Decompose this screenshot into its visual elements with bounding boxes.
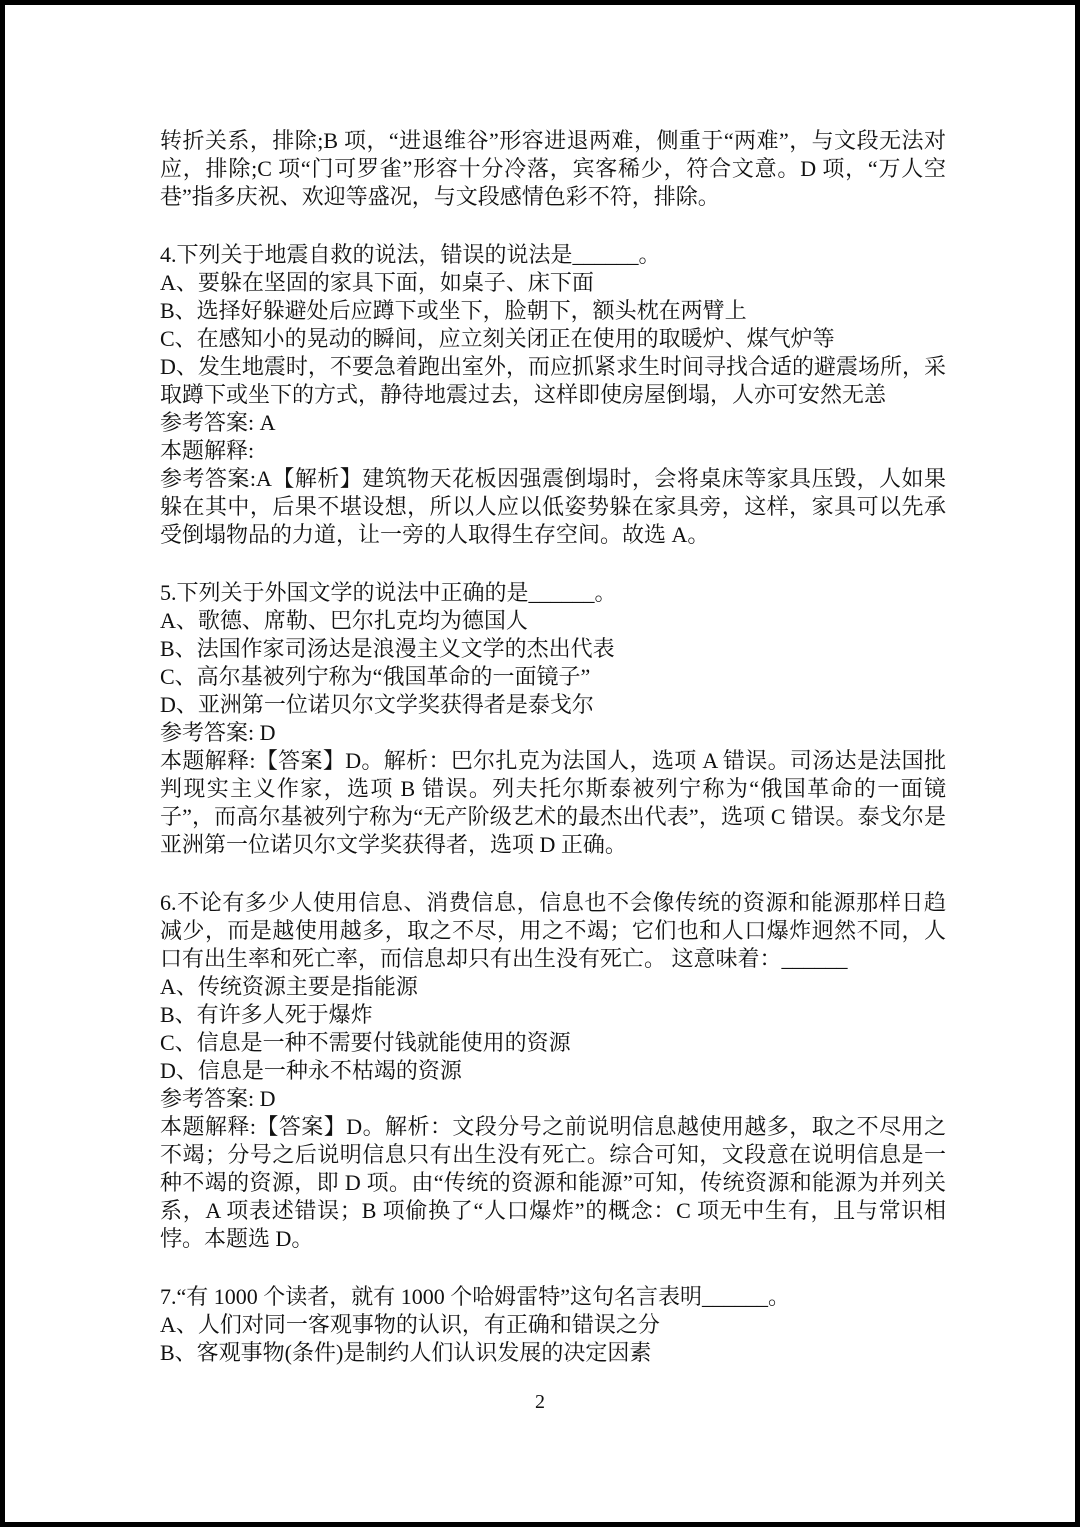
question-5	[160, 579, 946, 859]
question-6-option-c: C、信息是一种不需要付钱就能使用的资源	[160, 1030, 571, 1055]
question-5-explanation: 本题解释:【答案】D。解析：巴尔扎克为法国人，选项 A 错误。司汤达是法国批判现实主义作家，选项 B 错误。列夫托尔斯泰被列宁称为“俄国革命的一面镜子”，而高尔基被列宁称为“无产阶级艺术的最杰出代表”，选项 C 错误。泰戈尔是亚洲第一位诺贝尔文学奖获得者，选项 D 正确。	[160, 748, 946, 857]
continuation-paragraph: 转折关系，排除;B 项，“进退维谷”形容进退两难，侧重于“两难”，与文段无法对应，排除;C 项“门可罗雀”形容十分冷落，宾客稀少，符合文意。D 项，“万人空巷”指多庆祝、欢迎等盛况，与文段感情色彩不符，排除。	[160, 128, 946, 209]
block-gap	[160, 211, 946, 241]
block-gap	[160, 859, 946, 889]
question-7	[160, 1283, 946, 1367]
question-4	[160, 241, 946, 549]
question-5-stem: 5.下列关于外国文学的说法中正确的是______。	[160, 580, 617, 605]
question-6-option-a: A、传统资源主要是指能源	[160, 974, 418, 999]
question-7-option-b: B、客观事物(条件)是制约人们认识发展的决定因素	[160, 1340, 652, 1365]
question-4-stem: 4.下列关于地震自救的说法，错误的说法是______。	[160, 242, 661, 267]
question-6-option-b: B、有许多人死于爆炸	[160, 1002, 373, 1027]
page-number: 2	[535, 1391, 545, 1413]
question-5-option-d: D、亚洲第一位诺贝尔文学奖获得者是泰戈尔	[160, 692, 594, 717]
question-7-option-a: A、人们对同一客观事物的认识，有正确和错误之分	[160, 1312, 660, 1337]
page-content	[160, 127, 946, 1367]
question-4-option-a: A、要躲在坚固的家具下面，如桌子、床下面	[160, 270, 594, 295]
block-gap	[160, 549, 946, 579]
question-7-stem: 7.“有 1000 个读者，就有 1000 个哈姆雷特”这句名言表明______。	[160, 1284, 791, 1309]
question-4-explain-label: 本题解释:	[160, 438, 255, 463]
question-5-answer: 参考答案: D	[160, 720, 276, 745]
block-gap	[160, 1253, 946, 1283]
question-4-explanation: 参考答案:A【解析】建筑物天花板因强震倒塌时，会将桌床等家具压毁，人如果躲在其中，后果不堪设想，所以人应以低姿势躲在家具旁，这样，家具可以先承受倒塌物品的力道，让一旁的人取得生存空间。故选 A。	[160, 466, 946, 547]
question-6-stem: 6.不论有多少人使用信息、消费信息，信息也不会像传统的资源和能源那样日趋减少，而是越使用越多，取之不尽，用之不竭；它们也和人口爆炸迥然不同，人口有出生率和死亡率，而信息却只有出生没有死亡。 这意味着：______	[160, 890, 946, 971]
question-4-answer: 参考答案: A	[160, 410, 276, 435]
question-6-answer: 参考答案: D	[160, 1086, 276, 1111]
question-6-option-d: D、信息是一种永不枯竭的资源	[160, 1058, 462, 1083]
question-4-option-c: C、在感知小的晃动的瞬间，应立刻关闭正在使用的取暖炉、煤气炉等	[160, 326, 835, 351]
question-6	[160, 889, 946, 1253]
question-5-option-c: C、高尔基被列宁称为“俄国革命的一面镜子”	[160, 664, 591, 689]
question-4-option-b: B、选择好躲避处后应蹲下或坐下，脸朝下，额头枕在两臂上	[160, 298, 747, 323]
question-4-option-d: D、发生地震时，不要急着跑出室外，而应抓紧求生时间寻找合适的避震场所，采取蹲下或坐下的方式，静待地震过去，这样即使房屋倒塌，人亦可安然无恙	[160, 354, 946, 407]
question-5-option-b: B、法国作家司汤达是浪漫主义文学的杰出代表	[160, 636, 615, 661]
question-6-explanation: 本题解释:【答案】D。解析：文段分号之前说明信息越使用越多，取之不尽用之不竭；分号之后说明信息只有出生没有死亡。综合可知，文段意在说明信息是一种不竭的资源，即 D 项。由“传统的资源和能源”可知，传统资源和能源为并列关系，A 项表述错误；B 项偷换了“人口爆炸”的概念：C 项无中生有，且与常识相悖。本题选 D。	[160, 1114, 946, 1251]
question-5-option-a: A、歌德、席勒、巴尔扎克均为德国人	[160, 608, 528, 633]
